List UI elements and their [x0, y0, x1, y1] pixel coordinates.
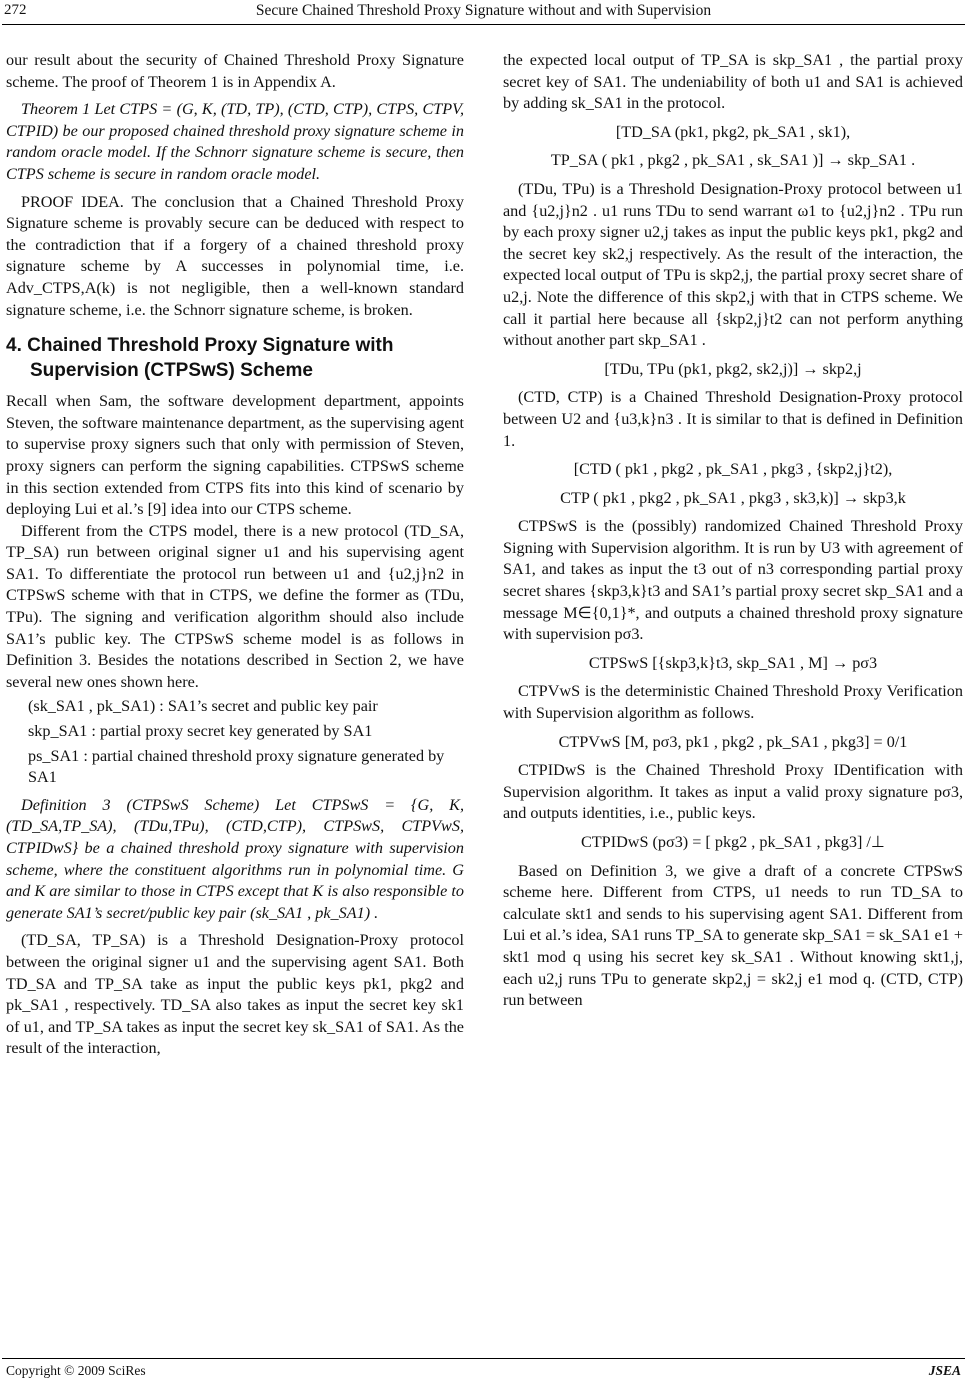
- running-title: Secure Chained Threshold Proxy Signature without and with Supervision: [255, 2, 712, 19]
- journal-name: JSEA: [928, 1363, 961, 1378]
- equation: CTPVwS [M, pσ3, pk1 , pkg2 , pk_SA1 , pkg3] = 0/1: [558, 732, 908, 751]
- paragraph: (TDu, TPu) is a Threshold Designation-Proxy protocol between u1 and {u2,j}n2 . u1 runs TDu to send warrant ω1 to {u2,j}n2 . TPu run by each proxy signer u2,j takes as input the public keys pk1, pkg2 and the secret key sk2,j respectively. As the result of the interaction, the expected local output of TPu is skp2,j, the partial proxy secret share of u2,j. Note the difference of this skp2,j with that in CTPS scheme. We call it partial here because all {skp2,j}t2 can not perform anything without another part skp_SA1 .: [503, 179, 963, 350]
- left-column: [6, 50, 464, 1060]
- notation-item: ps_SA1 : partial chained threshold proxy signature generated by SA1: [28, 746, 445, 787]
- header-rule: [2, 24, 965, 25]
- paragraph: CTPSwS is the (possibly) randomized Chained Threshold Proxy Signing with Supervision algorithm. It is run by U3 with agreement of SA1, and takes as input the t3 out of n3 corresponding partial proxy secret shares {skp3,k}t3 and SA1’s partial proxy secret skp_SA1 and a message M∈{0,1}*, and outputs a chained threshold proxy signature with supervision pσ3.: [503, 517, 963, 644]
- paragraph: (TD_SA, TP_SA) is a Threshold Designation-Proxy protocol between the original signer u1 and the supervising agent SA1. Both TD_SA and TP_SA take as input the public keys pk1, pkg2 and pk_SA1 , respectively. TD_SA also takes as input the secret key sk1 of u1, and TP_SA takes as input the secret key sk_SA1 of SA1. As the result of the interaction,: [6, 931, 464, 1058]
- equation: CTPSwS [{skp3,k}t3, skp_SA1 , M] → pσ3: [588, 653, 878, 672]
- page-number: 272: [4, 2, 27, 18]
- equation: [TD_SA (pk1, pkg2, pk_SA1 , sk1),: [615, 122, 851, 141]
- paragraph: CTPVwS is the deterministic Chained Threshold Proxy Verification with Supervision algorithm as follows.: [503, 682, 963, 723]
- paragraph: Different from the CTPS model, there is a new protocol (TD_SA, TP_SA) run between original signer u1 and his supervising agent SA1. To differentiate the protocol run between u1 and {u2,j}n2 in CTPSwS scheme with that in CTPS, we define the former as (TDu, TPu). The signing and verification algorithm should also include SA1’s public key. The CTPSwS scheme model is as follows in Definition 3. Besides the notations described in Section 2, we have several new ones shown here.: [6, 521, 464, 691]
- paragraph: our result about the security of Chained Threshold Proxy Signature scheme. The proof of Theorem 1 is in Appendix A.: [6, 51, 464, 91]
- proof-idea: PROOF IDEA. The conclusion that a Chained Threshold Proxy Signature scheme is provably secure can be deduced with respect to the contradiction that if a forgery of a chained threshold proxy signature scheme by A successes in polynomial time, i.e. Adv_CTPS,A(k) is not negligible, then a well-known standard signature scheme, i.e. the Schnorr signature scheme, is broken.: [6, 192, 464, 319]
- equation: CTP ( pk1 , pkg2 , pk_SA1 , pkg3 , sk3,k)] → skp3,k: [560, 488, 906, 507]
- copyright: Copyright © 2009 SciRes: [6, 1363, 146, 1378]
- equation: [TDu, TPu (pk1, pkg2, sk2,j)] → skp2,j: [604, 359, 862, 378]
- footer-rule: [2, 1358, 965, 1359]
- equation: TP_SA ( pk1 , pkg2 , pk_SA1 , sk_SA1 )] → skp_SA1 .: [550, 151, 916, 170]
- paragraph: Recall when Sam, the software development department, appoints Steven, the software maintenance department, as the supervising agent to supervise proxy signers such that only with permission of Steven, proxy signers can perform the signing capabilities. CTPSwS scheme in this section extended from CTPS fits into this kind of scenario by deploying Lui et al.’s [9] idea into our CTPS scheme.: [6, 392, 464, 519]
- equation: CTPIDwS (pσ3) = [ pkg2 , pk_SA1 , pkg3] /⊥: [581, 833, 885, 851]
- equation: [CTD ( pk1 , pkg2 , pk_SA1 , pkg3 , {skp2,j}t2),: [573, 460, 893, 479]
- notation-item: (sk_SA1 , pk_SA1) : SA1’s secret and public key pair: [28, 697, 378, 716]
- paragraph: (CTD, CTP) is a Chained Threshold Designation-Proxy protocol between U2 and {u3,k}n3 . It is similar to that is defined in Definition 1.: [503, 388, 963, 450]
- notation-item: skp_SA1 : partial proxy secret key generated by SA1: [28, 722, 373, 741]
- paragraph: the expected local output of TP_SA is skp_SA1 , the partial proxy secret key of SA1. The undeniability of both u1 and SA1 is achieved by adding sk_SA1 in the protocol.: [503, 51, 963, 113]
- definition-3: Definition 3 (CTPSwS Scheme) Let CTPSwS = {G, K, (TD_SA,TP_SA), (TDu,TPu), (CTD,CTP), CTPSwS, CTPVwS, CTPIDwS} be a chained threshold proxy signature with supervision scheme, where the constituent algorithms run in polynomial time. G and K are similar to those in CTPS except that K is also responsible to generate SA1’s secret/public key pair (sk_SA1 , pk_SA1) .: [6, 795, 464, 922]
- page-header: [0, 0, 967, 26]
- paragraph: CTPIDwS is the Chained Threshold Proxy IDentification with Supervision algorithm. It takes as input a valid proxy signature pσ3, and outputs identities, i.e., public keys.: [503, 761, 963, 823]
- paragraph: Based on Definition 3, we give a draft of a concrete CTPSwS scheme here. Different from CTPS, u1 needs to run TD_SA to calculate skt1 and sends to his supervising agent SA1. Different from Lui et al.’s idea, SA1 runs TP_SA to generate skp_SA1 = sk_SA1 e1 + skt1 mod q using his secret key sk_SA1 . Without knowing skt1,j, each u2,j runs TPu to generate skp2,j = sk2,j e1 mod q. (CTD, CTP) run between: [503, 861, 963, 1010]
- theorem-1: Theorem 1 Let CTPS = (G, K, (TD, TP), (CTD, CTP), CTPS, CTPV, CTPID) be our proposed chained threshold proxy signature scheme in random oracle model. If the Schnorr signature scheme is secure, then CTPS scheme is secure in random oracle model.: [6, 100, 464, 183]
- right-column: [503, 50, 963, 1012]
- section-heading: 4. Chained Threshold Proxy Signature with Supervision (CTPSwS) Scheme: [6, 335, 394, 382]
